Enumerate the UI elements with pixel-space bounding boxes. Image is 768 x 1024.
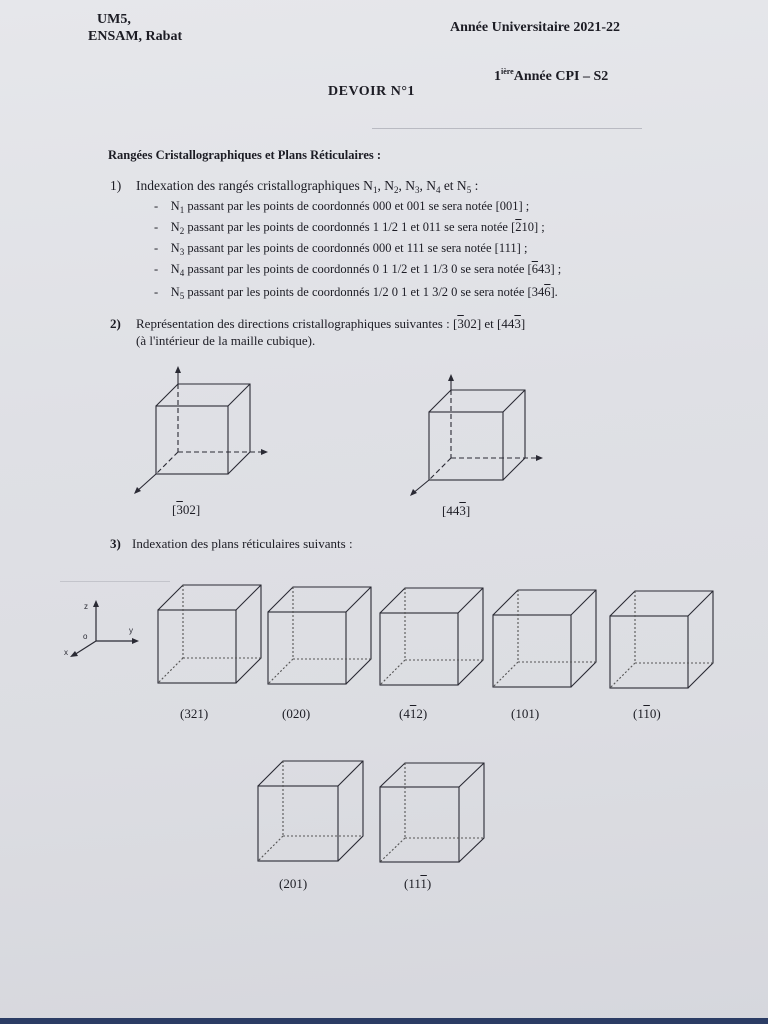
plane-label-1: (321) (180, 706, 209, 721)
axis-y-arrow-icon (132, 638, 139, 644)
q2-number: 2) (110, 316, 121, 331)
plane-cube-1 (155, 582, 267, 686)
cube2-back-edges (429, 390, 525, 480)
plane-label-6: (201) (279, 876, 308, 891)
section-title: Rangées Cristallographiques et Plans Réticulaires : (108, 148, 382, 162)
q1-item-1: - $N_1$ passant par les points de coordonnés 000 et 001 se sera notée [001] ; (154, 199, 530, 215)
cube2-y-arrow-icon (536, 455, 543, 461)
q3-number: 3) (110, 536, 121, 551)
axis-origin-label: o (83, 632, 88, 641)
axis-z-arrow-icon (93, 600, 99, 607)
institution-line2: ENSAM, Rabat (88, 29, 183, 44)
q1-item-4: - $N_4$ passant par les points de coordonnés 0 1 1/2 et 1 1/3 0 se sera notée [643] ; (154, 262, 562, 278)
q1-intro: Indexation des rangés cristallographiques $N_1$, $N_2$, $N_3$, $N_4$ et $N_5$ : (136, 178, 479, 195)
q2-label-1: [302] (172, 502, 201, 517)
axis-x-label: x (64, 648, 68, 657)
cube1-y-arrow-icon (261, 449, 268, 455)
q2-line2: (à l'intérieur de la maille cubique). (136, 333, 316, 348)
q3-text: Indexation des plans réticulaires suivants : (132, 536, 353, 551)
plane-cube-7 (377, 760, 489, 866)
cube1-z-arrow-icon (175, 366, 181, 373)
plane-label-2: (020) (282, 706, 311, 721)
page-title: DEVOIR N°1 (328, 84, 415, 99)
institution-line1: UM5, (97, 12, 131, 27)
axis-z-label: z (84, 602, 88, 611)
plane-cube-2 (265, 584, 377, 688)
plane-cube-6 (255, 758, 367, 864)
q2-line1: Représentation des directions cristallographiques suivantes : [302] et [443] (136, 316, 526, 331)
bottom-edge-strip (0, 1018, 768, 1024)
cube2-front-face (429, 412, 503, 480)
plane-cube-4 (490, 587, 602, 691)
academic-year: Année Universitaire 2021-22 (450, 20, 621, 35)
plane-cube-3 (377, 585, 489, 689)
plane-label-4: (101) (511, 706, 540, 721)
q2-cube-1-diagram (120, 360, 280, 500)
q1-number: 1) (110, 178, 122, 193)
plane-label-3: (412) (399, 706, 428, 721)
q1-item-2: - $N_2$ passant par les points de coordonnés 1 1/2 1 et 011 se sera notée [210] ; (154, 220, 545, 236)
q1-item-3: - $N_3$ passant par les points de coordonnés 000 et 111 se sera notée [111] ; (154, 241, 528, 257)
axis-y-label: y (129, 626, 133, 635)
plane-cube-5 (607, 588, 719, 692)
q3-axes-diagram (60, 595, 150, 665)
header-divider (372, 128, 642, 129)
cube2-z-arrow-icon (448, 374, 454, 381)
plane-label-7: (111) (404, 876, 432, 891)
q2-cube-2-diagram (400, 370, 560, 500)
class-level: $1^{ière}Année$ CPI – S2 (494, 67, 609, 84)
q1-item-5: - $N_5$ passant par les points de coordonnés 1/2 0 1 et 1 3/2 0 se sera notée [346]. (154, 285, 558, 301)
axis-x-arrow-icon (70, 651, 78, 657)
q3-faint-line (60, 581, 170, 582)
axis-x-line (74, 641, 96, 655)
plane-label-5: (110) (633, 706, 661, 721)
q2-label-2: [443] (442, 503, 471, 518)
